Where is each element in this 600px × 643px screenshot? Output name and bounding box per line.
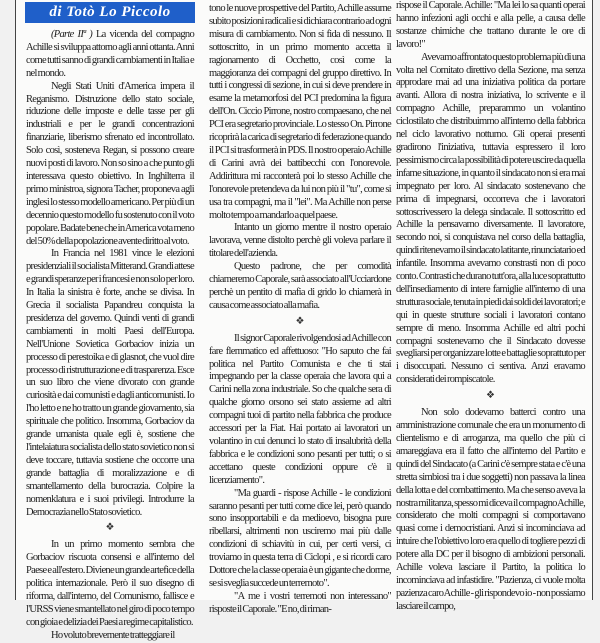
paragraph: Questo padrone, che per comodità chiameremo Caporale, sarà associato all'Ucciardone perchè un pentito di mafia di grido lo chiamerà in causa come associato alla mafia. [209, 261, 391, 311]
author-byline-banner: di Totò Lo Piccolo [25, 2, 195, 23]
paragraph: Avevamo affrontato questo problema più di una volta nel Comitato direttivo della Sezione, ma senza approdare mai ad una iniziativa politica da portare avanti. Allora di nostra iniziativa, lo scrivente e il compagno Achille, preparammo un volantino ciclostilato che distribuimmo all'interno della fabbrica nel ciclo lavorativo notturno. Gli operai presenti gradirono l'iniziativa, tuttavia espressero il loro pessimismo circa la possibilità di potere uscire da quella infame situazione, in quanto il sindacato non si era mai impegnato per loro. Al sindacato sostenevano che prima di impegnarsi, occorreva che i lavoratori sottoscrivessero la delega sindacale. Il sottoscritto ed Achille la pensavamo diversamente. Il lavoratore, secondo noi, si conquistava nel corso della battaglia, quindi ritenevamo il sindacato latitante, rinunciatario ed infantile. Insomma avevamo constrasti non di poco conto. Contrasti che durano tutt'ora, alla luce soprattutto dell'insediamento di intere famiglie all'interno di una struttura sociale, tenuta in piedi dai soldi dei lavoratori; e qui in queste strutture sociali i lavoratori contano sempre di meno. Insomma Achille ed altri pochi compagni sostenevamo che il Sindacato dovesse svegliarsi per organizzare lotte e battaglie soprattuto per i disoccupati. Nessuno ci sentiva. Anzi eravamo considerati dei rompiscatole. [396, 51, 585, 386]
paragraph: "Ma guardi - rispose Achille - le condizioni saranno pesanti per tutti come dice lei, però quando sono insopportabili e da medioevo, bisogna pure ribellarsi, altrimenti non usciremo mai più dalle condizioni di schiavitù in cui, per certi versi, ci troviamo in questa terra di Ciclopi , e si ricordi caro Dottore che la classe operaia è un gigante che dorme, se si sveglia succede un terremoto". [209, 487, 391, 589]
paragraph: In un primo momento sembra che Gorbaciov riscuota consensi e all'interno del Paese e all'estero. Diviene un grande artefice della politica internazionale. Però il suo disegno di riforma, dall'interno, del Comunismo, fallisce e l'URSS viene smantellato nel giro di poco tempo con gioia e delizia dei Paesi a regime capitalistico. [26, 539, 194, 628]
paragraph-text: La vicenda del compagno Achille si sviluppa attorno agli anni ottanta. Anni come tutti sanno di grandi cambiamenti in Italia e nel mondo. [26, 29, 194, 79]
section-divider-ornament-icon: ❖ [486, 390, 495, 402]
paragraph: In Francia nel 1981 vince le elezioni presidenziali il socialista Mitterand. Grandi attese e grandi speranze per i francesi e non solo per loro. In Italia la sinistra è forte, anche se divisa. In Grecia il socialista Papandreu conquista la presidenza del governo. Quindi venti di grandi cambiamenti in molti Paesi dell'Europa. Nell'Unione Sovietica Gorbaciov inizia un processo di perestoika e di glasnot, che vuol dire processo di ristrutturazione e di trasparenza. Esce un suo libro che viene divorato con grande curiosità e dai comunisti e dagli anticomunisti. Io l'ho letto e ne ho tratto un grande giovamento, sia spirituale che politico. Insomma, Gorbaciov da grande umanista quale egli è, sostiene che l'intelaiatura socialista dello stato sovietico non si deve toccare, tuttavia sostiene che occorre una grande battaglia di moralizzazione e di smantellamento della burocrazia. Colpire la nomenklatura e i suoi privilegi. Introdurre la Democrazia nello Stato sovietico. [26, 248, 194, 518]
section-divider-ornament-icon: ❖ [295, 315, 305, 327]
paragraph [26, 29, 194, 81]
paragraph: "A me i vostri terremoti non interessano" risposte il Caporale. "E no, di riman- [209, 590, 391, 615]
article-column-2 [209, 3, 391, 617]
part-label: (Parte IIª ) [51, 29, 93, 40]
article-column-3 [396, 0, 585, 614]
paragraph: Negli Stati Uniti d'America impera il Reganismo. Distruzione dello stato sociale, riduzione delle imposte e delle tasse per gli industriali e per le grandi concentrazioni finanziarie, liberismo sfrenato ed incontrollato. Solo così, sosteneva Regan, si possono creare nuovi posti di lavoro. Non so sino a che punto gli interessava questo obiettivo. In Inghilterra il primo ministroa, signora Tacher, proponeva agli inglesi lo stesso modello americano. Per più di un decennio questo modello fu sostenuto con il voto popolare. Badate bene che in America vota meno del 50% della popolazione avente diritto al voto. [26, 80, 194, 247]
paragraph: Ho voluto brevemente tratteggiare il [51, 629, 175, 641]
paragraph: rispose il Caporale. Achille: "Ma lei lo sa quanti operai hanno infezioni agli occhi e alla pelle, a causa delle sostanze chimiche che trattano durante le ore di lavoro!" [396, 0, 585, 50]
paragraph: tono le nuove prospettive del Partito, Achille assume subito posizioni radicali e si dichiara contrario ad ogni misura di cambiamento. Non si fida di nessuno. Il sottoscritto, in un primo momento accetta il ragionamento di Occhetto, così come la maggioranza dei compagni del gruppo direttivo. In tutti i congressi di sezione, in cui si deve prendere in esame la metamorfosi del PCI predomina la figura dell'On. Ciccio Pirrone, nostro compaesano, che nel PCI era segretario provinciale. Lo stesso On. Pirrone ricoprirà la carica di segretario di federazione quando il PCI si trasformerà in PDS. Il nostro operaio Achille di Carini avrà dei battibecchi con l'onorevole. Addirittura mi racconterà poi lo stesso Achille che l'onorevole pretendeva da lui non più il "tu", come si usa tra compagni, ma il "lei". Ma Achille non perse molto tempo a mandarlo a quel paese. [209, 3, 391, 221]
paragraph: Il signor Caporale rivolgendosi ad Achille con fare flemmatico ed affettuoso: "Ho saputo che fai politica nel Partito Comunista e che ti stai impegnando per la classe operaia che lavora qui a Carini nella zona industriale. So che qualche sera di qualche giorno orsono sei stato assieme ad altri compagni tuoi di partito nella fabbrica che produce accessori per la Fiat. Hai portato ai lavoratori un volantino in cui denunci lo stato di insalubrità della fabbrica e le condizioni sono pesanti per tutti; o si accettano queste condizioni oppure c'è il licenziamento". [209, 332, 391, 486]
article-column-1 [26, 29, 194, 643]
paragraph: Intanto un giorno mentre il nostro operaio lavorava, venne distolto perchè gli voleva parlare il titolare dell'azienda. [209, 222, 391, 260]
section-divider-ornament-icon: ❖ [105, 522, 115, 534]
paragraph: Non solo dodevamo batterci contro una amministrazione comunale che era un monumento di clientelismo e di arroganza, ma quello che più ci amareggiava era il fatto che all'interno del Partito e quindi del Sindacato (a Carini c'è sempre stata e c'è una stretta simbiosi tra i due soggetti) non passava la linea della lotta e del combattimento. Ma che senso aveva la nostra militanza, spesso mi diceva il compagno Achille, considerato che molti compagni si comportavano quasi come i democristiani. Anzi si incominciava ad intuire che l'obiettivo loro era quello di togliere pezzi di potere alla DC per il bisogno di ambizioni personali. Achille voleva lasciare il Partito, la politica lo incominciava ad infastidire. "Pazienza, ci vuole molta pazienza caro Achille - gli rispondevo io - non possiamo lasciare il campo, [396, 407, 585, 612]
